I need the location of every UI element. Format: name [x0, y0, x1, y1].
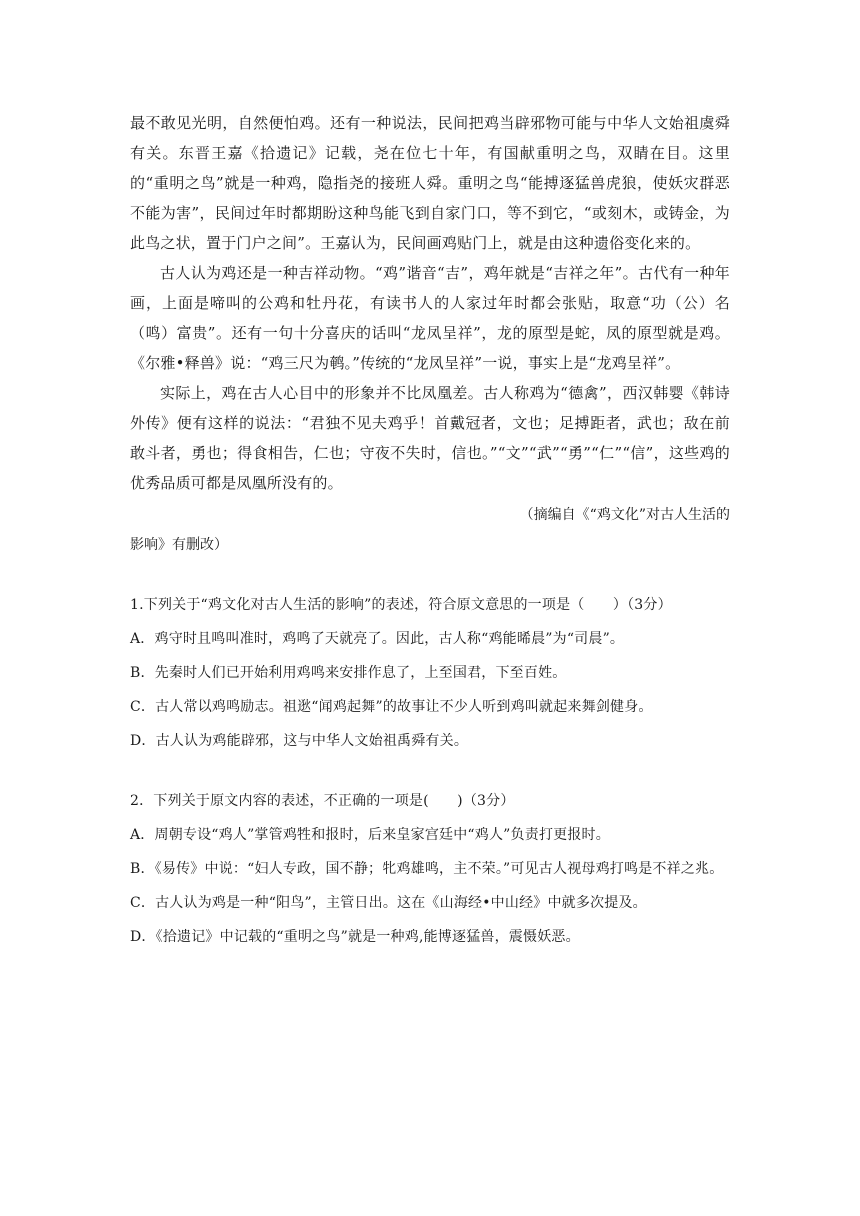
question-2-stem: 2．下列关于原文内容的表述，不正确的一项是( )（3分） [130, 793, 515, 809]
question-spacer [130, 758, 730, 780]
question-2-option-d: D．《拾遗记》中记载的“重明之鸟”就是一种鸡,能博逐猛兽，震慑妖恶。 [130, 929, 580, 945]
question-1-option-b: B．先秦时人们已开始利用鸡鸣来安排作息了，上至国君，下至百姓。 [130, 665, 567, 681]
passage-paragraph-3: 实际上，鸡在古人心目中的形象并不比凤凰差。古人称鸡为“德禽”，西汉韩婴《韩诗外传》便有这样的说法：“君独不见夫鸡乎！首戴冠者，文也；足搏距者，武也；敌在前敢斗者，勇也；得食相告，仁也；守夜不失时，信也。”“文”“武”“勇”“仁”“信”，这些鸡的优秀品质可都是凤凰所没有的。 [130, 384, 730, 492]
question-2-option-b: B．《易传》中说：“妇人专政，国不静；牝鸡雄鸣，主不荣。”可见古人视母鸡打鸣是不祥之兆。 [130, 861, 724, 877]
question-1-option-c: C．古人常以鸡鸣励志。祖逖“闻鸡起舞”的故事让不少人听到鸡叫就起来舞剑健身。 [130, 699, 653, 715]
question-2 [130, 784, 730, 954]
document-page [130, 108, 730, 954]
source-citation-line-2: 影响》有删改） [130, 537, 228, 553]
passage-paragraph-2: 古人认为鸡还是一种吉祥动物。“鸡”谐音“吉”，鸡年就是“吉祥之年”。古代有一种年画，上面是啼叫的公鸡和牡丹花，有读书人的人家过年时都会张贴，取意“功（公）名（鸣）富贵”。还有一句十分喜庆的话叫“龙凤呈祥”，龙的原型是蛇，凤的原型就是鸡。《尔雅•释兽》说：“鸡三尺为鹌。”传统的“龙凤呈祥”一说，事实上是“龙鸡呈祥”。 [130, 264, 730, 372]
question-1-option-d: D．古人认为鸡能辟邪，这与中华人文始祖禹舜有关。 [130, 733, 469, 749]
question-1 [130, 588, 730, 758]
source-citation-line-1: （摘编自《“鸡文化”对古人生活的 [519, 507, 730, 523]
question-2-option-a: A．周朝专设“鸡人”掌管鸡牲和报时，后来皇家宫廷中“鸡人”负责打更报时。 [130, 827, 610, 843]
question-2-option-c: C．古人认为鸡是一种“阳鸟”，主管日出。这在《山海经•中山经》中就多次提及。 [130, 895, 647, 911]
question-1-stem: 1.下列关于“鸡文化对古人生活的影响”的表述，符合原文意思的一项是（ ）（3分） [130, 597, 672, 613]
passage-paragraph-1: 最不敢见光明，自然便怕鸡。还有一种说法，民间把鸡当辟邪物可能与中华人文始祖虞舜有关。东晋王嘉《拾遗记》记载，尧在位七十年，有国献重明之鸟，双睛在目。这里的“重明之鸟”就是一种鸡，隐指尧的接班人舜。重明之鸟“能搏逐猛兽虎狼，使妖灾群恶不能为害”，民间过年时都期盼这种鸟能飞到自家门口，等不到它，“或刻木，或铸金，为此鸟之状，置于门户之间”。王嘉认为，民间画鸡贴门上，就是由这种遗俗变化来的。 [130, 114, 730, 252]
question-1-option-a: A．鸡守时且鸣叫准时，鸡鸣了天就亮了。因此，古人称“鸡能晞晨”为“司晨”。 [130, 631, 625, 647]
